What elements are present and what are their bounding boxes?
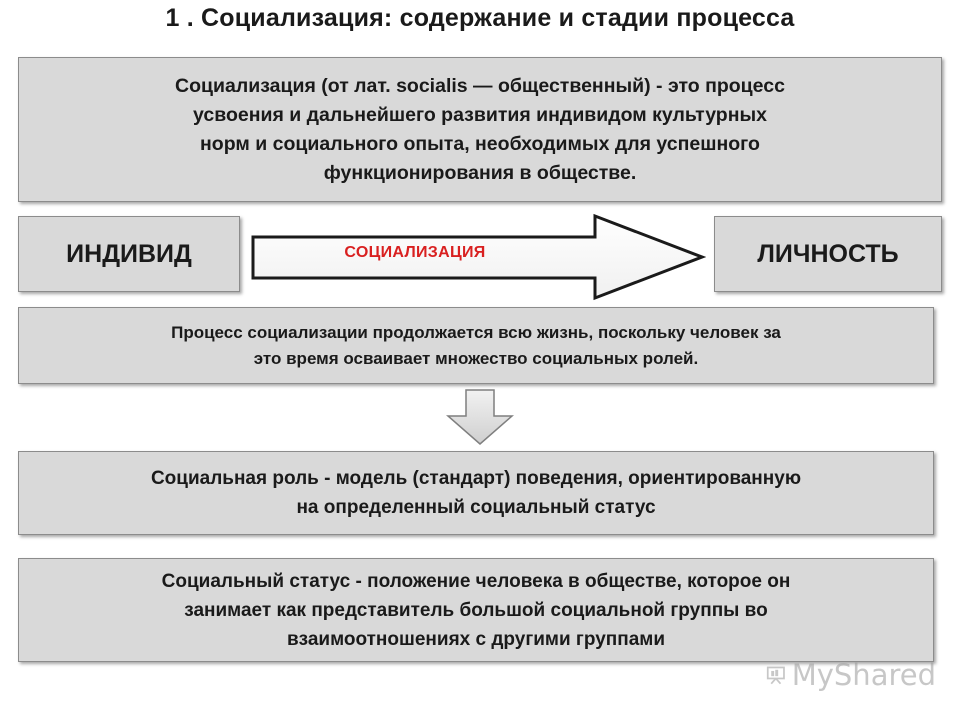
social-status-box	[18, 558, 934, 662]
personality-label: ЛИЧНОСТЬ	[757, 239, 899, 268]
personality-box	[714, 216, 942, 292]
social-status-text: Социальный статус - положение человека в обществе, которое он занимает как представитель большой социальной группы во взаимоотношениях с другими группами	[161, 570, 791, 650]
individual-box	[18, 216, 240, 292]
definition-text: Социализация (от лат. socialis — общественный) - это процесс усвоения и дальнейшего развития индивидом культурных норм и социального опыта, необходимых для успешного функционирования в обществе.	[175, 74, 785, 184]
down-block-arrow-icon	[446, 388, 514, 446]
social-role-text: Социальная роль - модель (стандарт) поведения, ориентированную на определенный социальный статус	[150, 468, 802, 518]
watermark-text: MyShared	[791, 658, 936, 692]
page-title: 1 . Социализация: содержание и стадии процесса	[165, 4, 795, 32]
watermark	[766, 656, 936, 694]
individual-label: ИНДИВИД	[66, 239, 192, 268]
social-role-box	[18, 451, 934, 535]
socialization-arrow-label: СОЦИАЛИЗАЦИЯ	[344, 244, 486, 261]
lifelong-process-box	[18, 307, 934, 384]
presentation-board-icon	[766, 658, 786, 692]
lifelong-process-text: Процесс социализации продолжается всю жизнь, поскольку человек за это время осваивает множество социальных ролей.	[171, 322, 781, 368]
definition-box	[18, 57, 942, 202]
